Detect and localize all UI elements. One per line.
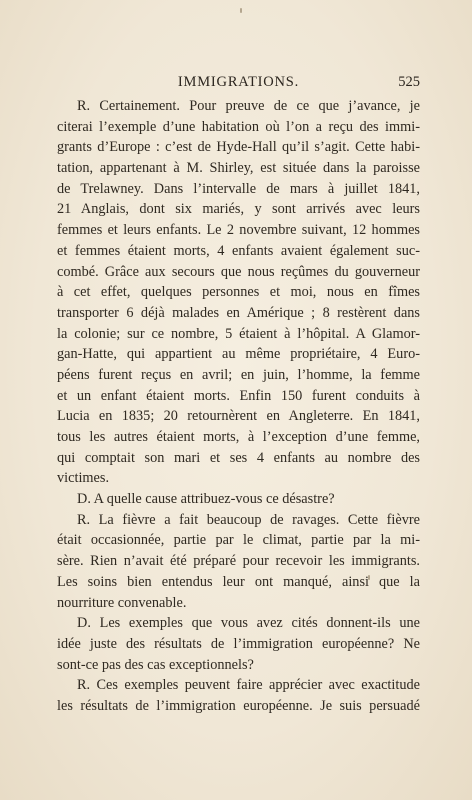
- paper-speck: [240, 8, 242, 13]
- text-line: combé. Grâce aux secours que nous reçûmes du gouverneur: [57, 263, 420, 280]
- text-line: nourriture convenable.: [57, 594, 187, 611]
- text-line: transporter 6 déjà malades en Amérique ; 8 restèrent dans: [57, 304, 420, 321]
- text-line: D. Les exemples que vous avez cités donnent-ils une: [77, 615, 420, 632]
- text-line: sère. Rien n’avait été préparé pour recevoir les immigrants.: [57, 553, 420, 570]
- text-line: Lucia en 1835; 20 retournèrent en Angleterre. En 1841,: [57, 408, 420, 425]
- text-line: R. La fièvre a fait beaucoup de ravages. Cette fièvre: [77, 511, 420, 528]
- text-line: les résultats de l’immigration européenne. Je suis persuadé: [57, 697, 420, 714]
- text-line: la colonie; sur ce nombre, 5 étaient à l’hôpital. A Glamor-: [57, 325, 420, 342]
- text-line: femmes et leurs enfants. Le 2 novembre suivant, 12 hommes: [57, 222, 420, 239]
- text-line: tation, appartenant à M. Shirley, est située dans la paroisse: [57, 160, 420, 177]
- text-line: sont-ce pas des cas exceptionnels?: [57, 656, 254, 673]
- text-line: était occasionnée, partie par le climat, partie par la mi-: [57, 532, 420, 549]
- text-line: de Trelawney. Dans l’intervalle de mars à juillet 1841,: [57, 180, 420, 197]
- text-line: qui comptait son mari et ses 4 enfants au nombre des: [57, 449, 420, 466]
- text-line: à cet effet, quelques personnes et moi, nous en fîmes: [57, 284, 420, 301]
- text-line: et un enfant étaient morts. Enfin 150 furent conduits à: [57, 387, 420, 404]
- text-line: idée juste des résultats de l’immigration européenne? Ne: [57, 635, 420, 652]
- text-line: péens furent reçus en avril; en juin, l’homme, la femme: [57, 366, 420, 383]
- running-head-title: IMMIGRATIONS.: [177, 74, 300, 90]
- text-line: victimes.: [57, 470, 110, 487]
- text-line: tous les autres étaient morts, à l’exception d’une femme,: [57, 429, 420, 445]
- text-line: D. A quelle cause attribuez-vous ce désastre?: [77, 491, 335, 508]
- text-line: Les soins bien entendus leur ont manqué, ainsi que la: [57, 573, 420, 590]
- text-line: et femmes étaient morts, 4 enfants avaient également suc-: [57, 242, 420, 259]
- text-line: grants d’Europe : c’est de Hyde-Hall qu’il s’agit. Cette habi-: [57, 139, 420, 156]
- text-line: R. Ces exemples peuvent faire apprécier avec exactitude: [77, 677, 420, 694]
- text-line: gan-Hatte, qui appartient au même propriétaire, 4 Euro-: [57, 346, 420, 363]
- body-text: [57, 96, 420, 717]
- text-line: 21 Anglais, dont six mariés, y sont arrivés avec leurs: [57, 201, 420, 218]
- text-line: citerai l’exemple d’une habitation où l’on a reçu des immi-: [57, 118, 420, 135]
- page-number: 525: [398, 74, 420, 90]
- text-line: R. Certainement. Pour preuve de ce que j’avance, je: [77, 98, 420, 114]
- running-head: [57, 74, 420, 94]
